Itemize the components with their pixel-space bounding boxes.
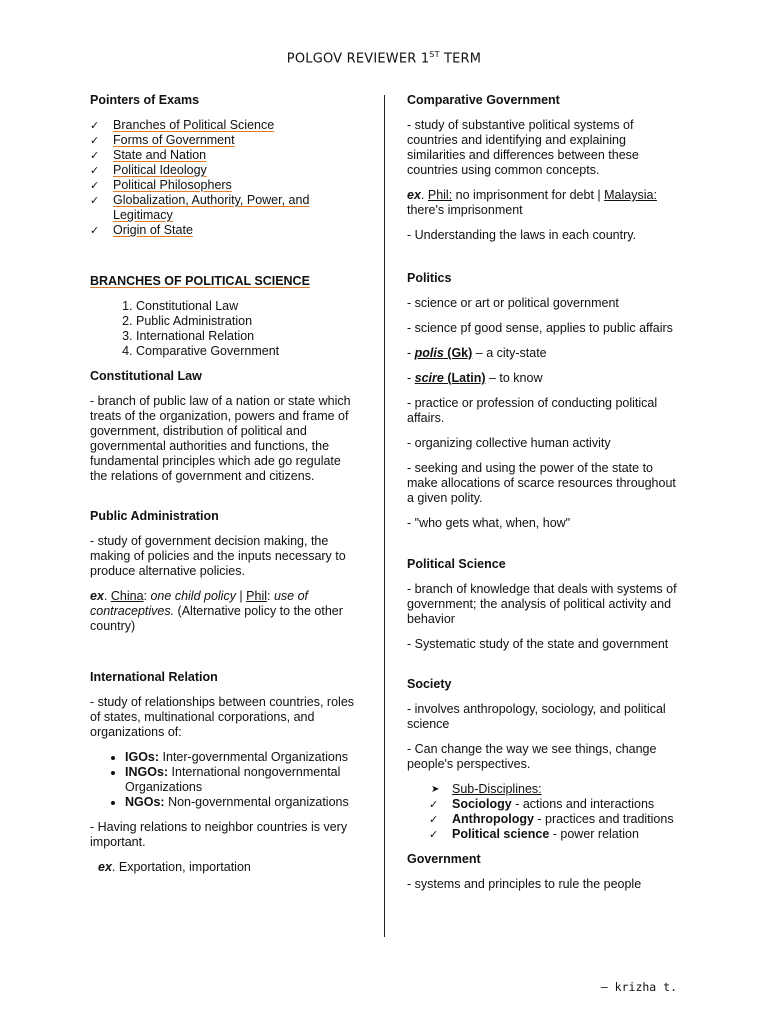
public-administration-heading: Public Administration [90,509,219,523]
political-science-definition: - branch of knowledge that deals with systems of government; the analysis of political activity and behavior [407,582,677,626]
page-title: POLGOV REVIEWER 1ST TERM [286,50,482,67]
politics-heading: Politics [407,271,452,285]
left-column [90,93,360,875]
pointers-heading: Pointers of Exams [90,93,200,107]
list-item: ✓ Political Philosophers [90,178,360,193]
pointers-list [90,118,360,238]
comparative-government-example: ex. Phil: no imprisonment for debt | Malaysia: there's imprisonment [407,188,657,217]
political-science-heading: Political Science [407,557,506,571]
column-divider [384,95,385,937]
organizations-list [90,750,360,810]
list-item: • IGOs: Inter-governmental Organizations [125,750,360,765]
list-item: 4. Comparative Government [136,344,360,359]
branches-list [90,299,360,359]
politics-definition: - seeking and using the power of the state to make allocations of scarce resources throughout a given polity. [407,461,676,505]
list-item: 3. International Relation [136,329,360,344]
society-definition: - Can change the way we see things, change people's perspectives. [407,742,657,771]
politics-definition: - science pf good sense, applies to public affairs [407,321,673,335]
comparative-government-text-2: - Understanding the laws in each country. [407,228,637,242]
list-item: ✓ Globalization, Authority, Power, and Legitimacy [90,193,360,223]
list-item: 2. Public Administration [136,314,360,329]
list-item: ✓ Forms of Government [90,133,360,148]
list-item: ✓ Political Ideology [90,163,360,178]
international-relation-heading: International Relation [90,670,218,684]
politics-definition: - practice or profession of conducting political affairs. [407,396,658,425]
international-relation-example: ex. Exportation, importation [98,860,251,874]
politics-definition: - science or art or political government [407,296,619,310]
list-item: • NGOs: Non-governmental organizations [125,795,360,810]
branches-heading: BRANCHES OF POLITICAL SCIENCE [90,274,310,288]
government-heading: Government [407,852,481,866]
constitutional-law-text: - branch of public law of a nation or state which treats of the organization, powers and frame of government, distribution of political and governmental authorities and functions, the fundamental principles which ade go regulate the relations of government and citizens. [90,394,351,483]
list-item: • INGOs: International nongovernmental Organizations [125,765,360,795]
politics-definition: - "who gets what, when, how" [407,516,571,530]
government-definition: - systems and principles to rule the people [407,877,642,891]
sub-disciplines-list [407,797,681,842]
list-item: 1. Constitutional Law [136,299,360,314]
comparative-government-heading: Comparative Government [407,93,560,107]
list-item: ✓ Anthropology - practices and traditions [429,812,681,827]
international-relation-text: - study of relationships between countries, roles of states, multinational corporations, and organizations of: [90,695,355,739]
public-administration-text: - study of government decision making, the making of policies and the inputs necessary to produce alternative policies. [90,534,346,578]
right-column [407,93,681,892]
constitutional-law-heading: Constitutional Law [90,369,202,383]
society-heading: Society [407,677,452,691]
public-administration-example: ex. China: one child policy | Phil: use of contraceptives. (Alternative policy to the other country) [90,589,343,633]
list-item: ✓ Political science - power relation [429,827,681,842]
international-relation-text-2: - Having relations to neighbor countries is very important. [90,820,348,849]
list-item: ✓ Origin of State [90,223,360,238]
polis-definition: - polis (Gk) – a city-state [407,346,547,360]
list-item: ✓ Branches of Political Science [90,118,360,133]
politics-definition: - organizing collective human activity [407,436,611,450]
political-science-definition: - Systematic study of the state and government [407,637,669,651]
sub-disciplines-label: ➤ Sub-Disciplines: [407,782,681,797]
list-item: ✓ Sociology - actions and interactions [429,797,681,812]
society-definition: - involves anthropology, sociology, and political science [407,702,666,731]
scire-definition: - scire (Latin) – to know [407,371,543,385]
author-signature: – krizha t. [600,980,677,994]
list-item: ✓ State and Nation [90,148,360,163]
comparative-government-text: - study of substantive political systems of countries and identifying and explaining similarities and differences between these countries using common concepts. [407,118,639,177]
